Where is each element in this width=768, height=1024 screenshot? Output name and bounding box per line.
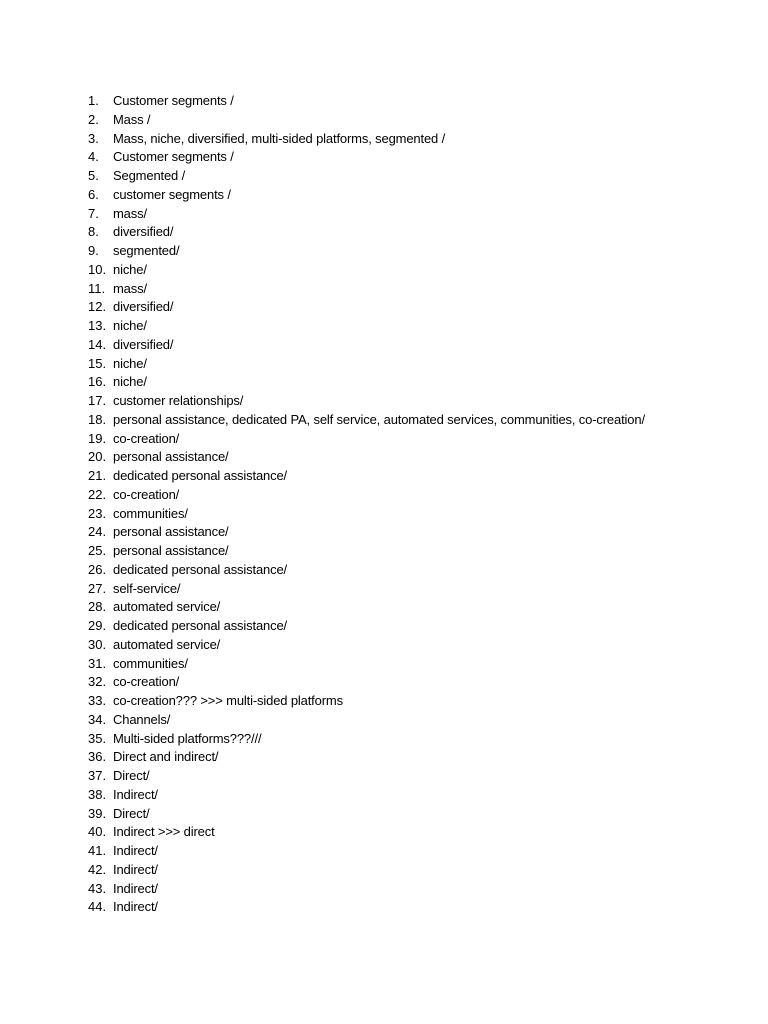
list-item (88, 392, 728, 411)
list-item-number: 7. (88, 205, 99, 221)
list-item-text: Direct/ (113, 768, 150, 783)
list-item (88, 880, 728, 899)
list-item-text: customer relationships/ (113, 393, 244, 408)
list-item-text: mass/ (113, 205, 147, 221)
list-item-text: co-creation??? >>> multi-sided platforms (113, 693, 343, 708)
list-item (88, 261, 728, 280)
list-item (88, 130, 728, 149)
list-item-text: niche/ (113, 318, 147, 333)
list-item-text: dedicated personal assistance/ (113, 618, 288, 633)
list-item-text: Indirect/ (113, 899, 158, 915)
list-item-text: co-creation/ (113, 486, 180, 502)
list-item-text: diversified/ (113, 299, 174, 315)
list-item-number: 17. (88, 393, 107, 408)
list-item-number: 20. (88, 449, 107, 465)
list-item (88, 223, 728, 242)
list-item-number: 22. (88, 486, 107, 502)
list-item-text: dedicated personal assistance/ (113, 561, 288, 577)
list-item (88, 373, 728, 392)
list-item-number: 40. (88, 824, 107, 840)
list-item (88, 411, 728, 430)
list-item (88, 92, 728, 111)
list-item-text: Direct and indirect/ (113, 749, 219, 765)
list-item (88, 336, 728, 355)
list-item-text: diversified/ (113, 336, 174, 352)
list-item-number: 5. (88, 168, 99, 183)
list-item-text: communities/ (113, 505, 188, 521)
list-item-number: 41. (88, 843, 107, 858)
list-item-number: 34. (88, 711, 107, 727)
list-item (88, 748, 728, 767)
list-item (88, 148, 728, 167)
list-item (88, 111, 728, 130)
list-item-text: co-creation/ (113, 430, 180, 446)
list-item-number: 10. (88, 261, 107, 277)
list-item-text: personal assistance/ (113, 449, 229, 465)
list-item-number: 30. (88, 636, 107, 652)
list-item (88, 430, 728, 449)
list-item-number: 21. (88, 468, 107, 483)
list-item (88, 355, 728, 374)
list-item-number: 33. (88, 693, 107, 708)
list-item-text: diversified/ (113, 224, 174, 240)
list-item-text: Indirect/ (113, 843, 158, 858)
list-item-number: 1. (88, 93, 99, 108)
list-item-number: 36. (88, 749, 107, 765)
list-item-number: 32. (88, 674, 107, 690)
list-item-number: 8. (88, 224, 99, 240)
list-item-number: 16. (88, 374, 107, 390)
numbered-list (88, 92, 728, 917)
list-item-number: 26. (88, 561, 107, 577)
list-item-text: Customer segments / (113, 149, 234, 165)
list-item (88, 898, 728, 917)
list-item (88, 280, 728, 299)
list-item (88, 242, 728, 261)
list-item (88, 692, 728, 711)
list-item-number: 27. (88, 580, 107, 596)
list-item (88, 167, 728, 186)
list-item-number: 3. (88, 130, 99, 146)
list-item-text: Multi-sided platforms???/// (113, 730, 262, 746)
list-item (88, 486, 728, 505)
list-item (88, 786, 728, 805)
list-item-number: 42. (88, 861, 107, 877)
list-item-number: 24. (88, 524, 107, 540)
list-item-number: 14. (88, 336, 107, 352)
list-item-text: Mass, niche, diversified, multi-sided platforms, segmented / (113, 130, 446, 146)
list-item-text: customer segments / (113, 186, 231, 202)
list-item-number: 39. (88, 805, 107, 821)
list-item-text: communities/ (113, 655, 188, 671)
list-item-text: Indirect/ (113, 786, 158, 802)
list-item-text: dedicated personal assistance/ (113, 468, 288, 483)
list-item-text: personal assistance/ (113, 543, 229, 558)
list-item (88, 730, 728, 749)
list-item-number: 9. (88, 243, 99, 258)
list-item-number: 23. (88, 505, 107, 521)
list-item-text: mass/ (113, 280, 147, 296)
list-item (88, 655, 728, 674)
list-item-number: 15. (88, 355, 107, 371)
list-item-number: 6. (88, 186, 99, 202)
list-item-number: 18. (88, 411, 107, 427)
list-item-number: 28. (88, 599, 107, 615)
list-item (88, 711, 728, 730)
list-item (88, 617, 728, 636)
list-item-number: 37. (88, 768, 107, 783)
list-item-text: niche/ (113, 355, 147, 371)
list-item (88, 861, 728, 880)
list-item (88, 298, 728, 317)
list-item-text: automated service/ (113, 636, 221, 652)
list-item (88, 673, 728, 692)
list-item-text: niche/ (113, 374, 147, 390)
list-item-number: 25. (88, 543, 107, 558)
list-item (88, 823, 728, 842)
list-item-text: self-service/ (113, 580, 181, 596)
list-item-number: 31. (88, 655, 107, 671)
list-item-number: 12. (88, 299, 107, 315)
list-item-number: 4. (88, 149, 99, 165)
list-item-text: personal assistance/ (113, 524, 229, 540)
list-item (88, 467, 728, 486)
list-item-text: Indirect/ (113, 880, 158, 896)
list-item-number: 38. (88, 786, 107, 802)
list-item-text: Channels/ (113, 711, 171, 727)
list-item (88, 767, 728, 786)
list-item (88, 598, 728, 617)
list-item-text: Segmented / (113, 168, 186, 183)
list-item-text: Direct/ (113, 805, 150, 821)
list-item (88, 580, 728, 599)
list-item-number: 43. (88, 880, 107, 896)
list-item (88, 542, 728, 561)
list-item (88, 205, 728, 224)
list-item (88, 523, 728, 542)
list-item-number: 29. (88, 618, 107, 633)
list-item-text: automated service/ (113, 599, 221, 615)
list-item (88, 186, 728, 205)
list-item (88, 561, 728, 580)
list-item-number: 13. (88, 318, 107, 333)
list-item-number: 35. (88, 730, 107, 746)
list-item-text: niche/ (113, 261, 147, 277)
list-item-text: segmented/ (113, 243, 180, 258)
list-item-text: Customer segments / (113, 93, 234, 108)
list-item-number: 19. (88, 430, 107, 446)
list-item-text: Mass / (113, 111, 151, 127)
list-item-text: Indirect >>> direct (113, 824, 215, 840)
list-item-number: 2. (88, 111, 99, 127)
list-item (88, 505, 728, 524)
list-item-text: Indirect/ (113, 861, 158, 877)
list-item-number: 44. (88, 899, 107, 915)
list-item-number: 11. (88, 280, 106, 296)
list-item (88, 805, 728, 824)
list-item (88, 636, 728, 655)
list-item (88, 842, 728, 861)
list-item (88, 448, 728, 467)
list-item-text: co-creation/ (113, 674, 180, 690)
list-item (88, 317, 728, 336)
list-item-text: personal assistance, dedicated PA, self service, automated services, communities, co-creation/ (113, 411, 645, 427)
